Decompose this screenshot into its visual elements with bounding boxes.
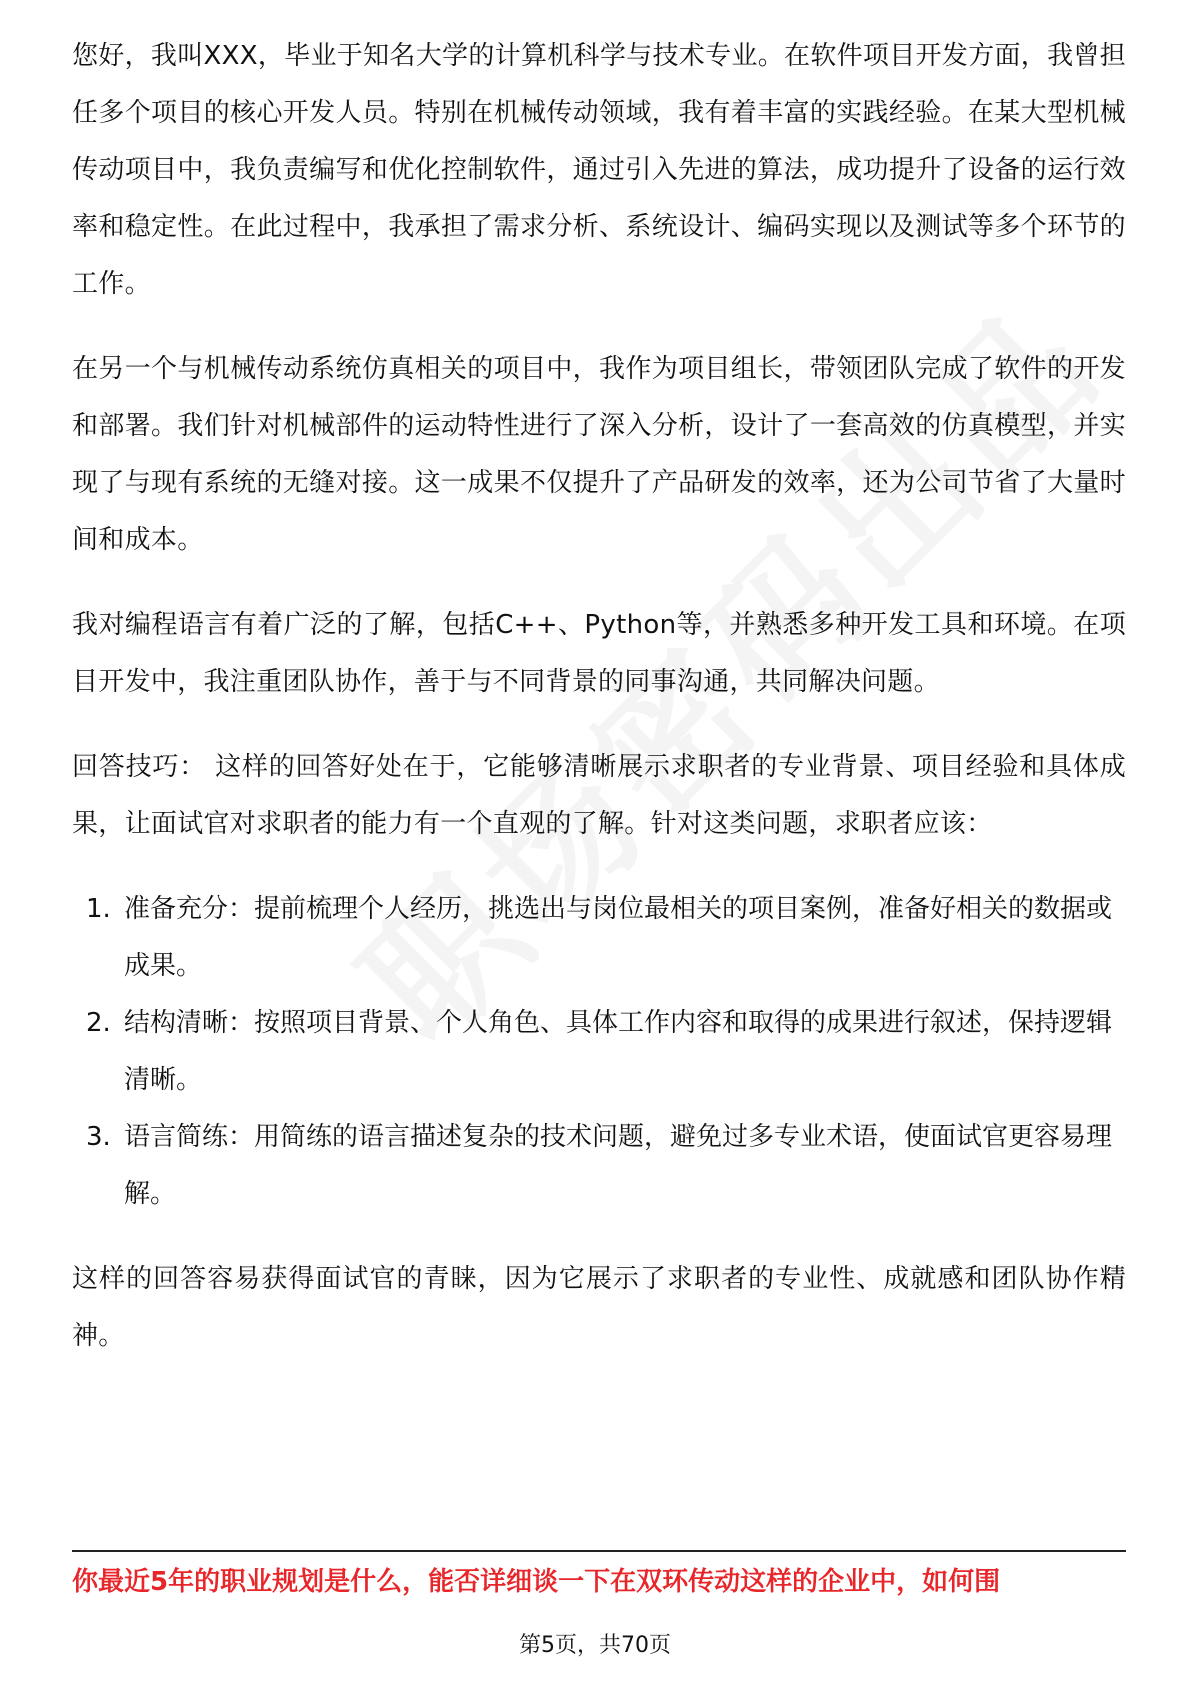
- list-item-text: 语言简练：用简练的语言描述复杂的技术问题，避免过多专业术语，使面试官更容易理解。: [124, 1122, 1113, 1209]
- answer-paragraph-2: 在另一个与机械传动系统仿真相关的项目中，我作为项目组长，带领团队完成了软件的开发和部署。我们针对机械部件的运动特性进行了深入分析，设计了一套高效的仿真模型，并实现了与现有系统的无缝对接。这一成果不仅提升了产品研发的效率，还为公司节省了大量时间和成本。: [72, 354, 1126, 555]
- list-item: [72, 881, 1126, 995]
- list-item-number: 3.: [86, 1122, 111, 1152]
- list-item: [72, 995, 1126, 1109]
- answer-content: [72, 28, 1126, 1365]
- answer-paragraph-3: 我对编程语言有着广泛的了解，包括C++、Python等，并熟悉多种开发工具和环境。在项目开发中，我注重团队协作，善于与不同背景的同事沟通，共同解决问题。: [72, 610, 1126, 697]
- list-item-text: 准备充分：提前梳理个人经历，挑选出与岗位最相关的项目案例，准备好相关的数据或成果。: [124, 894, 1113, 981]
- list-item-text: 结构清晰：按照项目背景、个人角色、具体工作内容和取得的成果进行叙述，保持逻辑清晰。: [124, 1008, 1113, 1095]
- closing-paragraph: 这样的回答容易获得面试官的青睐，因为它展示了求职者的专业性、成就感和团队协作精神。: [72, 1264, 1126, 1351]
- section-divider: [72, 1550, 1126, 1552]
- list-item-number: 1.: [86, 894, 111, 924]
- tips-list: [72, 881, 1126, 1223]
- next-question-heading: 你最近5年的职业规划是什么，能否详细谈一下在双环传动这样的企业中，如何围: [72, 1567, 1001, 1597]
- page-footer: 第5页，共70页: [519, 1633, 671, 1658]
- answer-paragraph-1: 您好，我叫XXX，毕业于知名大学的计算机科学与技术专业。在软件项目开发方面，我曾担任多个项目的核心开发人员。特别在机械传动领域，我有着丰富的实践经验。在某大型机械传动项目中，我负责编写和优化控制软件，通过引入先进的算法，成功提升了设备的运行效率和稳定性。在此过程中，我承担了需求分析、系统设计、编码实现以及测试等多个环节的工作。: [72, 41, 1126, 299]
- list-item-number: 2.: [86, 1008, 111, 1038]
- list-item: [72, 1109, 1126, 1223]
- answer-tips-intro: 回答技巧： 这样的回答好处在于，它能够清晰展示求职者的专业背景、项目经验和具体成果，让面试官对求职者的能力有一个直观的了解。针对这类问题，求职者应该：: [72, 752, 1126, 839]
